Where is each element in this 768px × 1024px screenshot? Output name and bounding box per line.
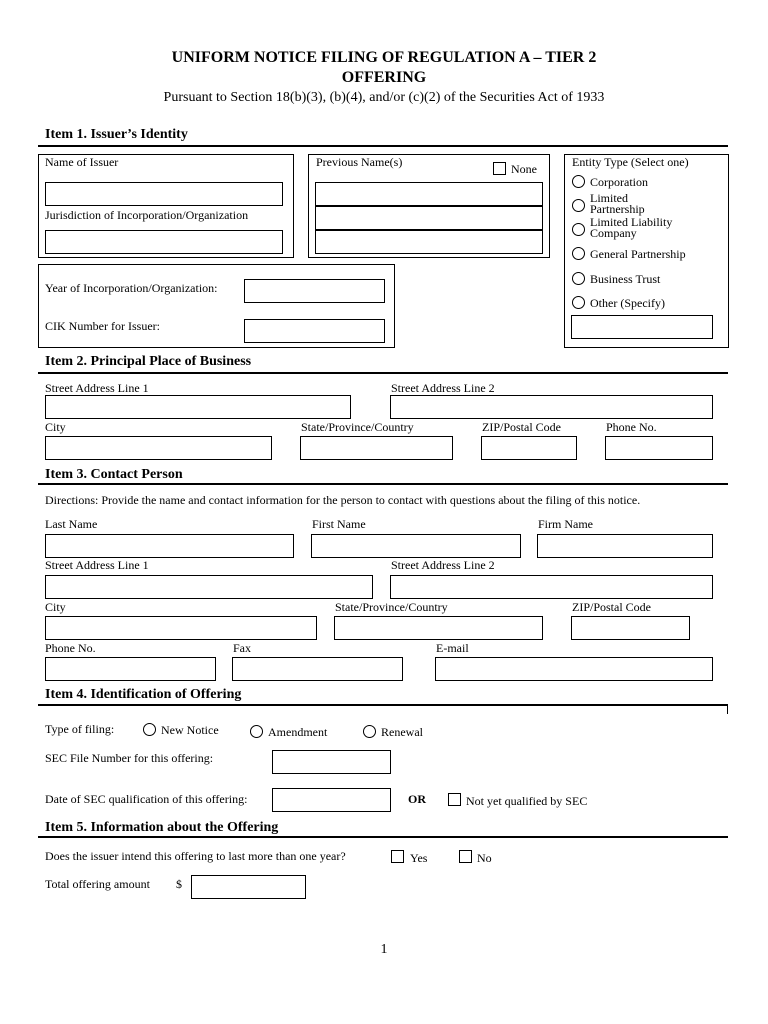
contact-directions: Directions: Provide the name and contact information for the person to contact with questions about the filing of this notice. [45, 493, 641, 507]
type-of-filing-label: Type of filing: [45, 722, 115, 736]
entity-llc-radio[interactable] [572, 223, 585, 236]
duration-no-checkbox[interactable] [459, 850, 472, 863]
duration-yes-label: Yes [410, 851, 428, 865]
filing-renewal-radio[interactable] [363, 725, 376, 738]
entity-llc-label: Limited Liability Company [590, 215, 673, 240]
business-phone-label: Phone No. [606, 420, 657, 434]
entity-other-radio[interactable] [572, 296, 585, 309]
entity-type-label: Entity Type (Select one) [572, 155, 689, 169]
previous-name-input-1[interactable] [315, 182, 543, 206]
filing-amendment-radio[interactable] [250, 725, 263, 738]
jurisdiction-label: Jurisdiction of Incorporation/Organization [45, 208, 249, 222]
business-zip-label: ZIP/Postal Code [482, 420, 562, 434]
item4-rule [38, 704, 728, 706]
contact-phone-input[interactable] [45, 657, 216, 681]
total-offering-amount-label: Total offering amount [45, 877, 150, 891]
not-yet-qualified-label: Not yet qualified by SEC [466, 794, 588, 808]
contact-street2-input[interactable] [390, 575, 713, 599]
business-street2-label: Street Address Line 2 [391, 381, 495, 395]
business-phone-input[interactable] [605, 436, 713, 460]
entity-general-partnership-radio[interactable] [572, 247, 585, 260]
contact-zip-input[interactable] [571, 616, 690, 640]
duration-yes-checkbox[interactable] [391, 850, 404, 863]
year-of-incorporation-label: Year of Incorporation/Organization: [45, 281, 218, 295]
entity-limited-partnership-label: Limited Partnership [590, 191, 645, 216]
cik-number-input[interactable] [244, 319, 385, 343]
contact-phone-label: Phone No. [45, 641, 96, 655]
business-state-label: State/Province/Country [301, 420, 414, 434]
entity-corporation-radio[interactable] [572, 175, 585, 188]
entity-general-partnership-label: General Partnership [590, 247, 686, 261]
or-label: OR [408, 792, 426, 806]
entity-other-specify-input[interactable] [571, 315, 713, 339]
contact-email-input[interactable] [435, 657, 713, 681]
contact-fax-input[interactable] [232, 657, 403, 681]
duration-no-label: No [477, 851, 492, 865]
entity-limited-partnership-radio[interactable] [572, 199, 585, 212]
item5-rule [38, 836, 728, 838]
contact-city-label: City [45, 600, 66, 614]
business-street1-label: Street Address Line 1 [45, 381, 149, 395]
item5-heading: Item 5. Information about the Offering [45, 820, 279, 835]
none-label: None [511, 162, 537, 176]
entity-other-label: Other (Specify) [590, 296, 665, 310]
contact-street2-label: Street Address Line 2 [391, 558, 495, 572]
business-city-label: City [45, 420, 66, 434]
filing-amendment-label: Amendment [268, 725, 328, 739]
item1-heading: Item 1. Issuer’s Identity [45, 127, 188, 142]
name-of-issuer-input[interactable] [45, 182, 283, 206]
business-zip-input[interactable] [481, 436, 577, 460]
filing-renewal-label: Renewal [381, 725, 423, 739]
not-yet-qualified-checkbox[interactable] [448, 793, 461, 806]
business-street2-input[interactable] [390, 395, 713, 419]
sec-file-number-input[interactable] [272, 750, 391, 774]
none-checkbox[interactable] [493, 162, 506, 175]
dollar-sign: $ [176, 877, 182, 891]
item4-heading: Item 4. Identification of Offering [45, 687, 242, 702]
filing-new-notice-label: New Notice [161, 723, 219, 737]
contact-firm-name-input[interactable] [537, 534, 713, 558]
year-of-incorporation-input[interactable] [244, 279, 385, 303]
qualification-date-input[interactable] [272, 788, 391, 812]
contact-state-input[interactable] [334, 616, 543, 640]
entity-corporation-label: Corporation [590, 175, 648, 189]
previous-names-label: Previous Name(s) [316, 155, 403, 169]
form-subtitle: Pursuant to Section 18(b)(3), (b)(4), and/or (c)(2) of the Securities Act of 1933 [163, 90, 605, 105]
item3-rule [38, 483, 728, 485]
contact-first-name-label: First Name [312, 517, 366, 531]
entity-business-trust-label: Business Trust [590, 272, 661, 286]
item2-rule [38, 372, 728, 374]
business-street1-input[interactable] [45, 395, 351, 419]
form-title-line2: OFFERING [341, 69, 427, 86]
item1-rule [38, 145, 728, 147]
contact-email-label: E-mail [436, 641, 469, 655]
contact-first-name-input[interactable] [311, 534, 521, 558]
contact-street1-input[interactable] [45, 575, 373, 599]
previous-name-input-2[interactable] [315, 206, 543, 230]
item4-rule-tick [727, 704, 728, 714]
contact-state-label: State/Province/Country [335, 600, 448, 614]
contact-street1-label: Street Address Line 1 [45, 558, 149, 572]
item3-heading: Item 3. Contact Person [45, 467, 183, 482]
contact-city-input[interactable] [45, 616, 317, 640]
business-city-input[interactable] [45, 436, 272, 460]
jurisdiction-input[interactable] [45, 230, 283, 254]
contact-firm-name-label: Firm Name [538, 517, 593, 531]
business-state-input[interactable] [300, 436, 453, 460]
contact-last-name-label: Last Name [45, 517, 98, 531]
contact-last-name-input[interactable] [45, 534, 294, 558]
cik-number-label: CIK Number for Issuer: [45, 319, 160, 333]
contact-fax-label: Fax [233, 641, 251, 655]
offering-duration-question: Does the issuer intend this offering to last more than one year? [45, 849, 346, 863]
total-offering-amount-input[interactable] [191, 875, 306, 899]
name-of-issuer-label: Name of Issuer [45, 155, 119, 169]
qualification-date-label: Date of SEC qualification of this offering: [45, 792, 248, 806]
sec-file-number-label: SEC File Number for this offering: [45, 751, 214, 765]
entity-business-trust-radio[interactable] [572, 272, 585, 285]
form-title-line1: UNIFORM NOTICE FILING OF REGULATION A – TIER 2 [171, 49, 597, 66]
contact-zip-label: ZIP/Postal Code [572, 600, 652, 614]
page-number: 1 [380, 942, 388, 957]
filing-new-notice-radio[interactable] [143, 723, 156, 736]
previous-name-input-3[interactable] [315, 230, 543, 254]
item2-heading: Item 2. Principal Place of Business [45, 354, 252, 369]
